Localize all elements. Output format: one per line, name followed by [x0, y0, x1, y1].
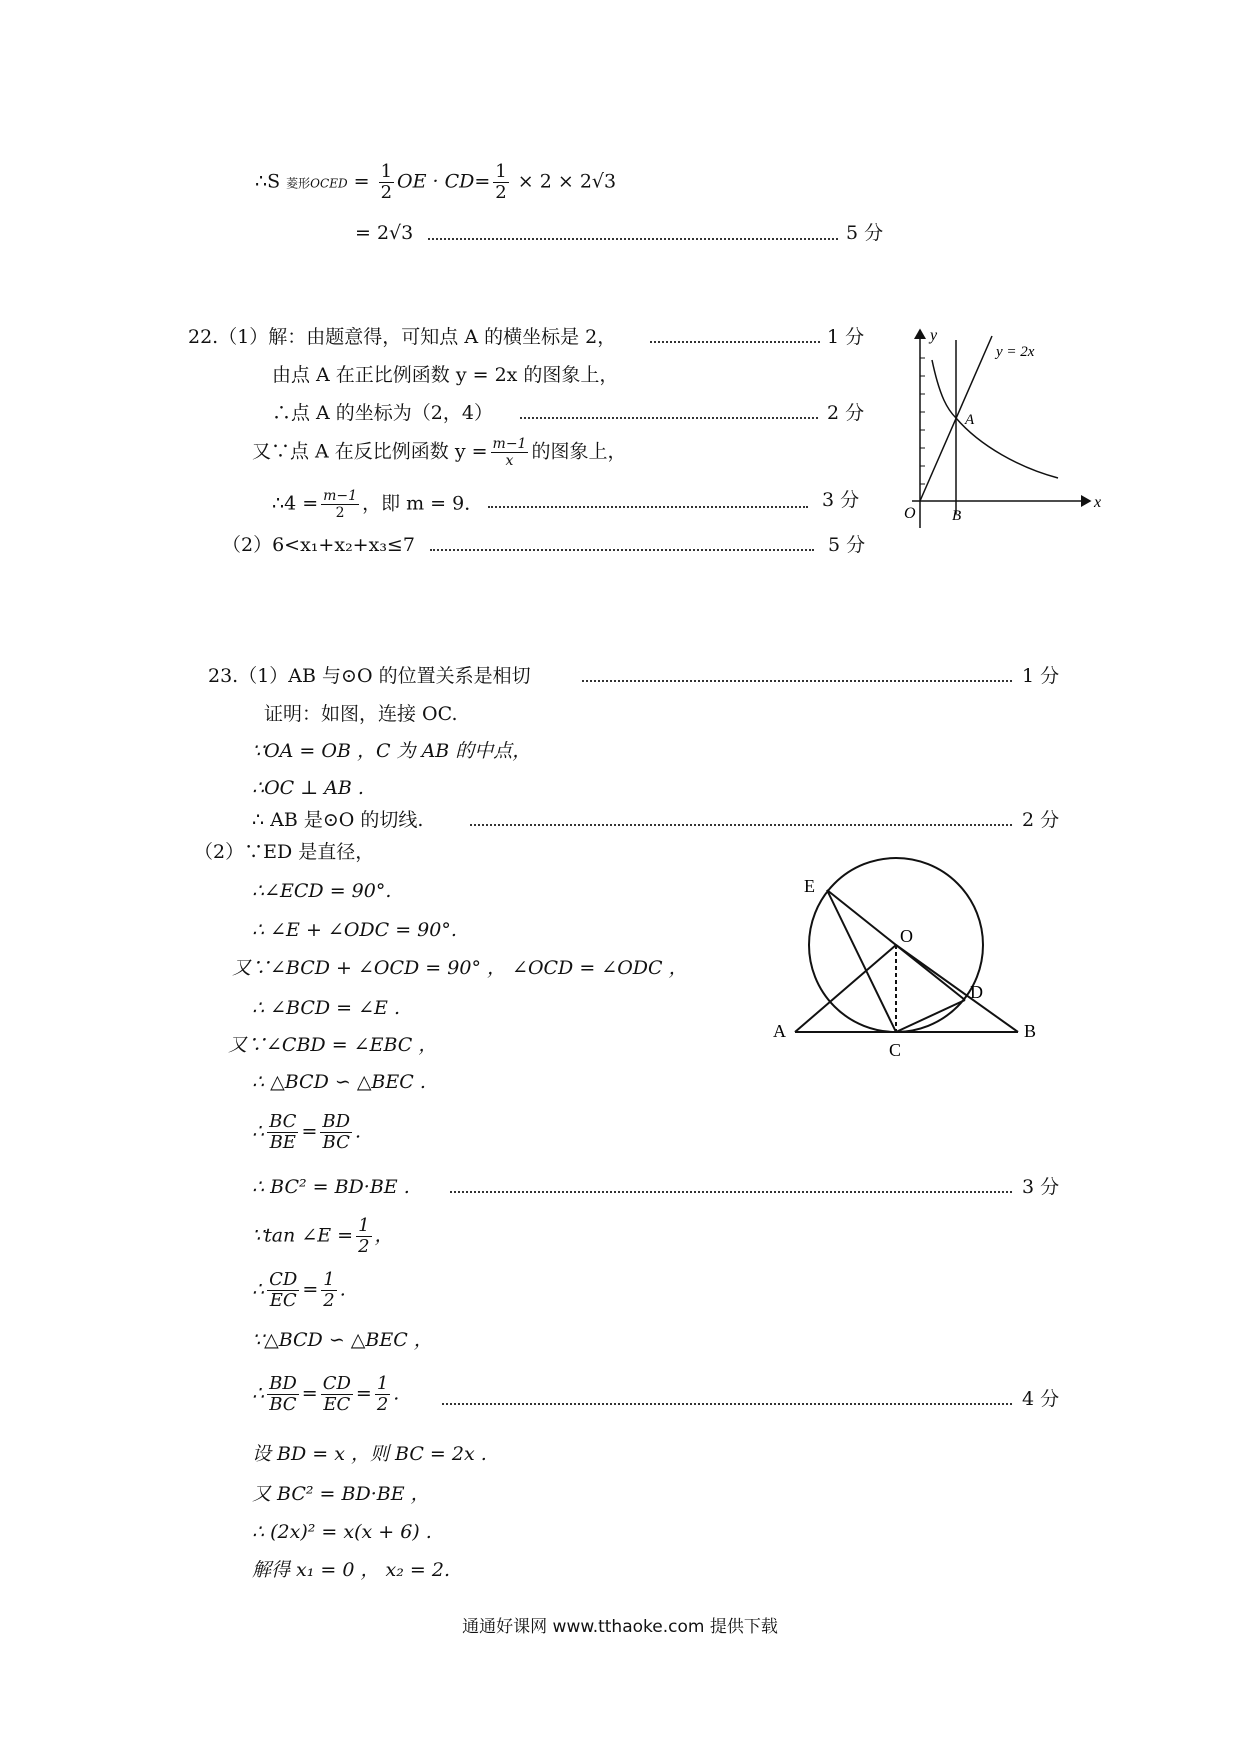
- q23-line-15: ∵tan ∠E = $\frac{1}{2}$ ，: [252, 1215, 394, 1257]
- score-label: 1 分: [1022, 665, 1060, 687]
- score-label: 5 分: [846, 222, 884, 244]
- q23-line-21: ∴ (2x)² = x(x + 6) .: [252, 1521, 432, 1543]
- hyperbola-curve: [932, 360, 1058, 478]
- fraction: $\frac{CD}{EC}$: [269, 1269, 298, 1311]
- circle-tangent-figure: [760, 848, 1060, 1068]
- score-label: 3 分: [822, 489, 860, 511]
- score-label: 2 分: [827, 402, 865, 424]
- fraction: $\frac{m-1}{2}$: [323, 488, 358, 521]
- dotted-leader: [450, 1191, 1012, 1193]
- score-label: 4 分: [1022, 1388, 1060, 1410]
- fraction: $\frac{1}{2}$: [495, 161, 507, 203]
- fraction: $\frac{m-1}{x}$: [492, 436, 527, 469]
- q22-line-2: 由点 A 在正比例函数 y = 2x 的图象上，: [272, 364, 619, 386]
- line-ec: [827, 890, 896, 1032]
- score-label: 1 分: [827, 326, 865, 348]
- q23-line-2: 证明：如图，连接 OC.: [264, 703, 458, 725]
- area-result-line: = 2√3: [355, 222, 414, 244]
- fraction: $\frac{1}{2}$: [358, 1215, 370, 1257]
- y-axis-label: y: [930, 327, 938, 344]
- q23-line-22: 解得 x₁ = 0 ， x₂ = 2.: [252, 1559, 450, 1581]
- q23-line-19: 设 BD = x ，则 BC = 2x .: [252, 1443, 487, 1465]
- q23-line-4: ∴OC ⊥ AB .: [252, 777, 364, 799]
- dotted-leader: [520, 417, 818, 419]
- label-a: A: [773, 1021, 786, 1041]
- score-label: 2 分: [1022, 809, 1060, 831]
- dotted-leader: [442, 1403, 1012, 1405]
- line-label: y = 2x: [996, 344, 1035, 360]
- q23-line-17: ∵△BCD ∽ △BEC ，: [252, 1329, 433, 1351]
- q23-line-7: ∴∠ECD = 90°.: [252, 880, 392, 902]
- q23-line-9: 又∵∠BCD + ∠OCD = 90° ， ∠OCD = ∠ODC ，: [232, 957, 688, 979]
- q23-line-16: ∴ $\frac{CD}{EC}$ = $\frac{1}{2}$ .: [252, 1269, 346, 1311]
- point-b-label: B: [952, 508, 962, 524]
- q23-line-5: ∴ AB 是⊙O 的切线.: [252, 809, 424, 831]
- dotted-leader: [488, 506, 808, 508]
- area-formula-line: ∴S 菱形OCED = $\frac{1}{2}$ OE · CD= $\frac{1}{2}$ × 2 × 2√3: [255, 161, 617, 203]
- line-cd: [896, 1000, 965, 1032]
- q22-line-5: ∴4 = $\frac{m-1}{2}$ ，即 m = 9．: [272, 488, 484, 521]
- fraction: $\frac{BC}{BE}$: [269, 1111, 297, 1153]
- q23-line-6: （2）∵ED 是直径，: [194, 841, 375, 863]
- label-e: E: [804, 876, 815, 896]
- fraction: $\frac{BD}{BC}$: [322, 1111, 351, 1153]
- q23-line-13: ∴ $\frac{BC}{BE}$ = $\frac{BD}{BC}$ .: [252, 1111, 362, 1153]
- dotted-leader: [470, 824, 1012, 826]
- q22-line-4: 又∵点 A 在反比例函数 y = $\frac{m-1}{x}$ 的图象上，: [252, 436, 627, 469]
- q23-line-1: 23.（1）AB 与⊙O 的位置关系是相切: [208, 665, 531, 687]
- q22-line-6: （2）6<x₁+x₂+x₃≤7: [222, 534, 415, 556]
- label-b: B: [1024, 1021, 1037, 1041]
- label-c: C: [889, 1040, 902, 1060]
- q23-line-8: ∴ ∠E + ∠ODC = 90°.: [252, 919, 457, 941]
- q23-line-10: ∴ ∠BCD = ∠E .: [252, 997, 401, 1019]
- label-d: D: [970, 982, 983, 1002]
- q23-line-12: ∴ △BCD ∽ △BEC .: [252, 1071, 426, 1093]
- dotted-leader: [430, 549, 814, 551]
- dotted-leader: [428, 238, 838, 240]
- line-ob: [896, 945, 1018, 1032]
- function-graph: [890, 318, 1110, 528]
- q23-line-11: 又∵∠CBD = ∠EBC ，: [228, 1034, 438, 1056]
- q22-line-3: ∴点 A 的坐标为（2，4）: [272, 402, 493, 424]
- dotted-leader: [650, 341, 820, 343]
- score-label: 5 分: [828, 534, 866, 556]
- q23-line-3: ∵OA = OB ，C 为 AB 的中点，: [252, 740, 532, 762]
- x-axis-label: x: [1094, 494, 1102, 511]
- q23-line-20: 又 BC² = BD·BE ，: [252, 1483, 430, 1505]
- origin-label: O: [904, 505, 916, 522]
- fraction: $\frac{CD}{EC}$: [322, 1373, 351, 1415]
- page-footer: 通通好课网 www.tthaoke.com 提供下载: [462, 1617, 778, 1637]
- fraction: $\frac{1}{2}$: [323, 1269, 335, 1311]
- q23-line-18: ∴ $\frac{BD}{BC}$ = $\frac{CD}{EC}$ = $\frac{1}{2}$ .: [252, 1373, 400, 1415]
- dotted-leader: [582, 680, 1012, 682]
- label-o: O: [900, 926, 913, 946]
- fraction: $\frac{1}{2}$: [376, 1373, 389, 1415]
- fraction: $\frac{1}{2}$: [380, 161, 393, 203]
- q23-line-14: ∴ BC² = BD·BE .: [252, 1176, 410, 1198]
- q22-line-1: 22.（1）解：由题意得，可知点 A 的横坐标是 2，: [188, 326, 617, 348]
- point-a-label: A: [965, 412, 975, 428]
- score-label: 3 分: [1022, 1176, 1060, 1198]
- fraction: $\frac{BD}{BC}$: [269, 1373, 297, 1415]
